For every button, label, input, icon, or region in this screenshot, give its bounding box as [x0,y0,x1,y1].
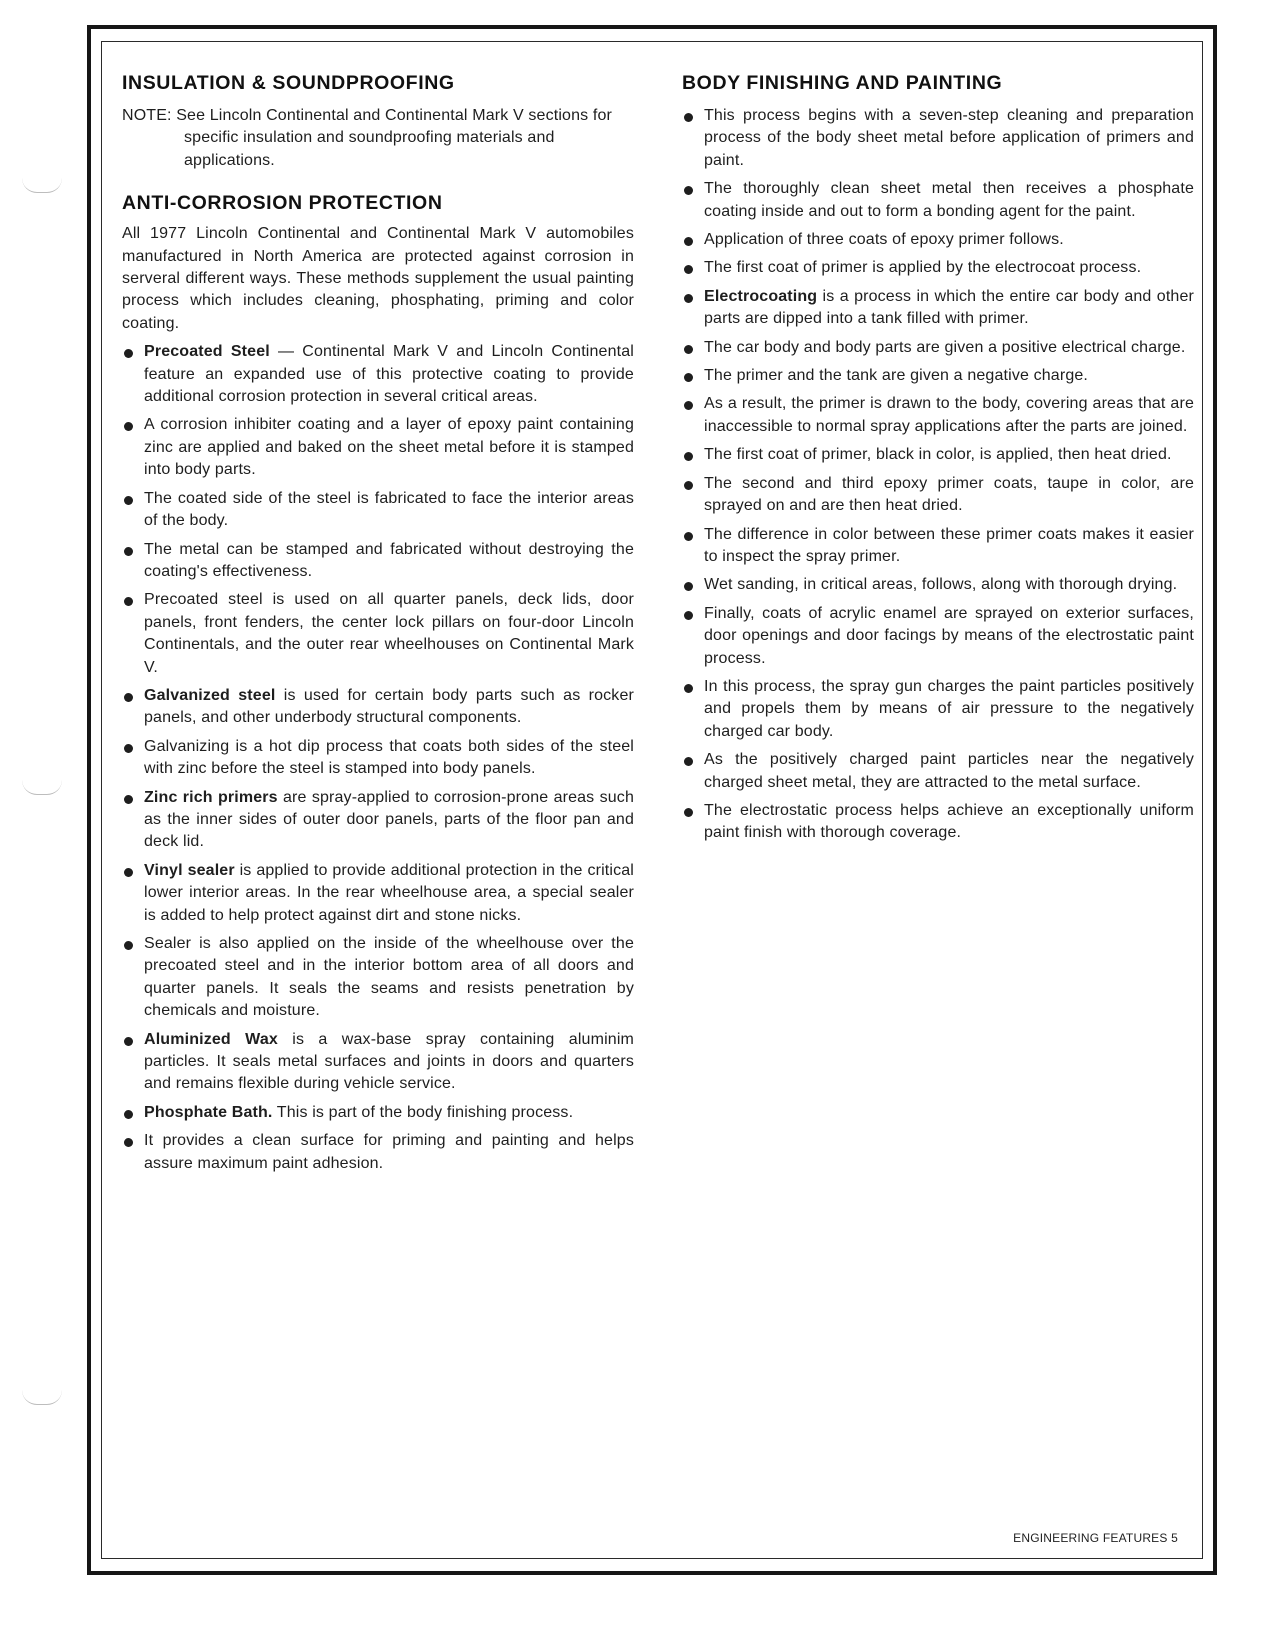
bullet-text: is a process in which the entire car body and other parts are dipped into a tank filled with primer. [704,287,1194,328]
bullet-item [682,286,1194,331]
bullet-item [122,488,634,533]
bullet-text: As the positively charged paint particles near the negatively charged sheet metal, they are attracted to the metal surface. [704,751,1194,791]
bullet-item [122,589,634,679]
bullet-text: The coated side of the steel is fabricated to face the interior areas of the body. [144,489,634,530]
bullet-item [682,574,1194,596]
bullet-item [122,787,634,854]
bullet-item [122,341,634,408]
bullet-text: are spray-applied to corrosion-prone areas such as the inner sides of outer door panels, parts of the floor pan and deck lid. [144,788,634,851]
bullet-term: Phosphate Bath. [144,1103,273,1121]
bullet-term: Electrocoating [704,287,818,305]
bullet-text: Wet sanding, in critical areas, follows, along with thorough drying. [704,576,1178,594]
body-finishing-bullet-list [682,105,1194,845]
bullet-item [682,365,1194,387]
bullet-text: This is part of the body finishing process. [272,1103,574,1121]
bullet-item [122,685,634,730]
bullet-item [682,603,1194,670]
bullet-text: This process begins with a seven-step cleaning and preparation process of the body sheet metal before application of primers and paint. [704,107,1194,169]
anticorrosion-bullet-list [122,341,634,1175]
bullet-item [682,444,1194,466]
punch-hole-mark [22,780,62,795]
bullet-item [682,257,1194,279]
bullet-text: The second and third epoxy primer coats, taupe in color, are sprayed on and are then heat dried. [704,474,1194,515]
bullet-term: Zinc rich primers [144,788,278,806]
bullet-item [122,539,634,584]
bullet-text: is applied to provide additional protection in the critical lower interior areas. In the rear wheelhouse area, a special sealer is added to help protect against dirt and stone nicks. [144,861,634,924]
bullet-item [122,414,634,481]
bullet-text: Finally, coats of acrylic enamel are sprayed on exterior surfaces, door openings and door facings by means of the electrostatic paint process. [704,604,1194,667]
insulation-heading: INSULATION & SOUNDPROOFING [122,72,455,94]
bullet-item [122,1130,634,1175]
bullet-item [682,337,1194,359]
bullet-term: Galvanized steel [144,686,276,704]
bullet-item [682,800,1194,845]
bullet-text: Galvanizing is a hot dip process that coats both sides of the steel with zinc before the steel is stamped into body panels. [144,737,634,778]
bullet-item [682,393,1194,438]
bullet-text: In this process, the spray gun charges the paint particles positively and propels them by means of air pressure to the negatively charged car body. [704,677,1194,740]
bullet-text: The first coat of primer, black in color, is applied, then heat dried. [704,446,1172,464]
bullet-item [122,1102,634,1124]
right-column [682,72,1194,851]
bullet-text: A corrosion inhibiter coating and a layer of epoxy paint containing zinc are applied and baked on the sheet metal before it is stamped into body parts. [144,416,634,479]
bullet-text: Precoated steel is used on all quarter panels, deck lids, door panels, front fenders, the center lock pillars on four-door Lincoln Continentals, and the outer rear wheelhouses on Continental Mark V. [144,591,634,676]
anticorrosion-intro: All 1977 Lincoln Continental and Continental Mark V automobiles manufactured in North America are protected against corrosion in serveral different ways. These methods supplement the usual painting process which includes cleaning, phosphating, priming and color coating. [122,225,634,332]
bullet-text: As a result, the primer is drawn to the body, covering areas that are inaccessible to normal spray applications after the parts are joined. [704,395,1194,435]
bullet-text: The electrostatic process helps achieve an exceptionally uniform paint finish with thorough coverage. [704,801,1194,842]
bullet-text: The car body and body parts are given a positive electrical charge. [704,338,1186,356]
bullet-text: The first coat of primer is applied by the electrocoat process. [704,259,1142,277]
left-column [122,72,634,1181]
bullet-item [122,860,634,927]
bullet-text: It provides a clean surface for priming and painting and helps assure maximum paint adhesion. [144,1132,634,1172]
bullet-term: Aluminized Wax [144,1030,278,1048]
bullet-term: Vinyl sealer [144,861,235,879]
bullet-item [682,105,1194,172]
anticorrosion-heading: ANTI-CORROSION PROTECTION [122,192,443,215]
body-finishing-heading: BODY FINISHING AND PAINTING [682,72,1003,94]
bullet-text: Sealer is also applied on the inside of the wheelhouse over the precoated steel and in the interior bottom area of all doors and quarter panels. It seals the seams and resists penetration by chemicals and moisture. [144,935,634,1020]
bullet-text: The primer and the tank are given a negative charge. [704,367,1089,385]
page-footer: ENGINEERING FEATURES 5 [1013,1531,1178,1545]
punch-hole-mark [22,178,62,193]
bullet-item [682,676,1194,743]
bullet-item [122,1029,634,1096]
bullet-text: The thoroughly clean sheet metal then receives a phosphate coating inside and out to form a bonding agent for the paint. [704,180,1194,220]
bullet-item [122,933,634,1023]
bullet-text: Application of three coats of epoxy primer follows. [704,231,1064,249]
bullet-item [682,229,1194,251]
bullet-text: The metal can be stamped and fabricated without destroying the coating's effectiveness. [144,540,634,580]
bullet-text: The difference in color between these primer coats makes it easier to inspect the spray primer. [704,525,1194,565]
punch-hole-mark [22,1390,62,1405]
bullet-text: — Continental Mark V and Lincoln Continental feature an expanded use of this protective coating to provide additional corrosion protection in several critical areas. [144,343,634,406]
bullet-item [682,749,1194,794]
bullet-item [682,473,1194,518]
bullet-item [122,736,634,781]
bullet-item [682,524,1194,569]
bullet-item [682,178,1194,223]
bullet-text: is a wax-base spray containing aluminim particles. It seals metal surfaces and joints in doors and quarters and remains flexible during vehicle service. [144,1030,635,1093]
bullet-term: Precoated Steel [144,343,270,361]
insulation-note: NOTE: See Lincoln Continental and Continental Mark V sections for specific insulation and soundproofing materials and applications. [122,107,612,169]
bullet-text: is used for certain body parts such as rocker panels, and other underbody structural components. [144,686,634,727]
